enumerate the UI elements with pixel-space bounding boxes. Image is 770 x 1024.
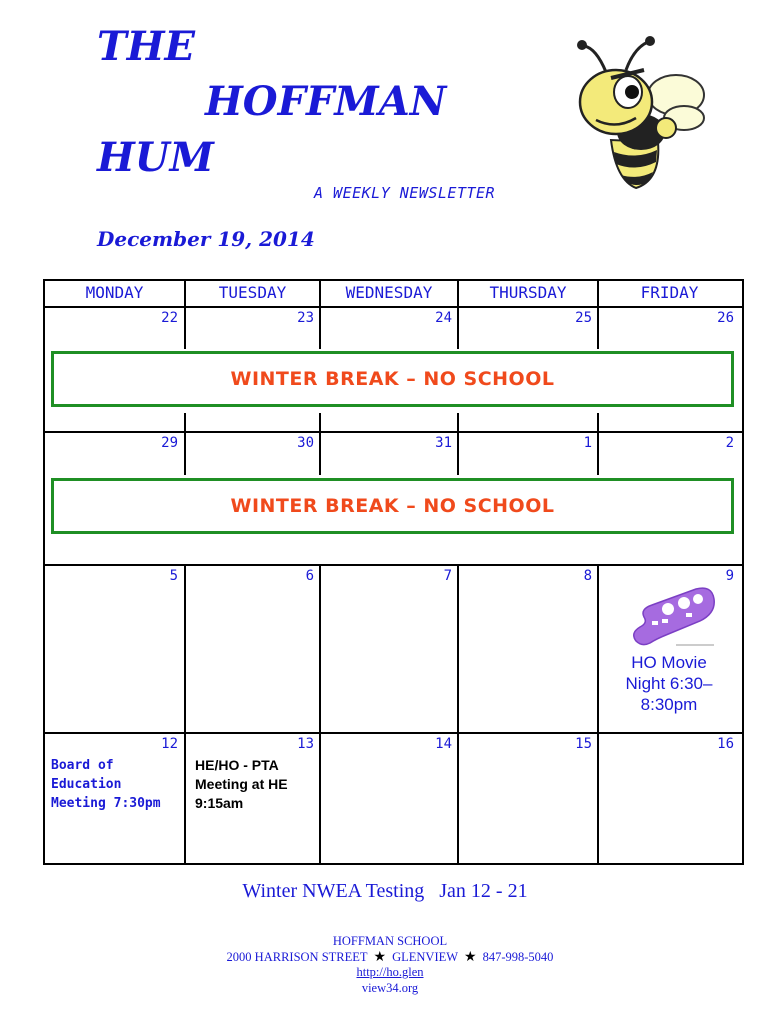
header-tuesday: TUESDAY <box>218 283 287 302</box>
event-line: 8:30pm <box>640 695 698 714</box>
day-number: 29 <box>161 435 178 451</box>
pta-meeting-event <box>195 756 325 813</box>
event-line: HO Movie <box>631 653 707 672</box>
day-number: 24 <box>435 310 452 326</box>
title-line-hoffman: HOFFMAN <box>205 78 447 125</box>
phone-number: 847-998-5040 <box>482 949 554 964</box>
grid-line <box>184 565 186 863</box>
footer <box>0 934 770 996</box>
day-number: 13 <box>297 736 314 752</box>
banner-text: WINTER BREAK – NO SCHOOL <box>230 495 555 517</box>
event-line: Board of <box>51 758 114 773</box>
winter-break-banner <box>51 351 734 407</box>
grid-line <box>319 565 321 863</box>
event-line: HE/HO - PTA <box>195 757 279 773</box>
day-number: 16 <box>717 736 734 752</box>
title-line-hum: HUM <box>97 134 214 181</box>
newsletter-subtitle: A WEEKLY NEWSLETTER <box>314 184 496 202</box>
grid-line <box>43 564 742 566</box>
grid-line <box>43 306 742 308</box>
day-number: 30 <box>297 435 314 451</box>
day-number: 31 <box>435 435 452 451</box>
day-number: 1 <box>583 435 592 451</box>
header-monday: MONDAY <box>85 283 144 302</box>
grid-line <box>43 732 742 734</box>
day-number: 9 <box>725 568 734 584</box>
day-number: 12 <box>161 736 178 752</box>
header-friday: FRIDAY <box>640 283 699 302</box>
star-icon: ★ <box>373 949 387 965</box>
event-line: Education <box>51 777 122 792</box>
address-city: GLENVIEW <box>392 949 459 964</box>
website-link[interactable]: http://ho.glen <box>356 965 424 979</box>
day-number: 8 <box>583 568 592 584</box>
website-link-continued[interactable]: view34.org <box>361 980 419 995</box>
school-name: HOFFMAN SCHOOL <box>332 934 448 948</box>
event-line: Night 6:30– <box>625 674 713 693</box>
hornet-mascot-icon <box>556 30 706 195</box>
header-thursday: THURSDAY <box>489 283 567 302</box>
address-street: 2000 HARRISON STREET <box>226 949 368 964</box>
calendar-grid <box>43 279 742 863</box>
board-meeting-event <box>51 756 191 813</box>
event-line: Meeting 7:30pm <box>51 796 161 811</box>
banner-text: WINTER BREAK – NO SCHOOL <box>230 368 555 390</box>
event-line: Meeting at HE <box>195 776 288 792</box>
testing-note: Winter NWEA Testing Jan 12 - 21 <box>242 880 528 902</box>
day-number: 6 <box>305 568 314 584</box>
film-reel-icon <box>626 583 718 649</box>
day-number: 2 <box>725 435 734 451</box>
day-number: 14 <box>435 736 452 752</box>
header-wednesday: WEDNESDAY <box>345 283 433 302</box>
grid-line <box>457 565 459 863</box>
grid-line <box>43 431 742 433</box>
day-number: 7 <box>443 568 452 584</box>
title-line-the: THE <box>97 23 196 70</box>
address-line <box>0 950 770 966</box>
event-line: 9:15am <box>195 795 244 811</box>
newsletter-date: December 19, 2014 <box>97 227 315 251</box>
day-number: 15 <box>575 736 592 752</box>
day-number: 25 <box>575 310 592 326</box>
day-number: 22 <box>161 310 178 326</box>
day-number: 26 <box>717 310 734 326</box>
day-number: 23 <box>297 310 314 326</box>
winter-break-banner <box>51 478 734 534</box>
star-icon: ★ <box>464 949 477 965</box>
day-number: 5 <box>169 568 178 584</box>
movie-night-event <box>599 652 739 715</box>
